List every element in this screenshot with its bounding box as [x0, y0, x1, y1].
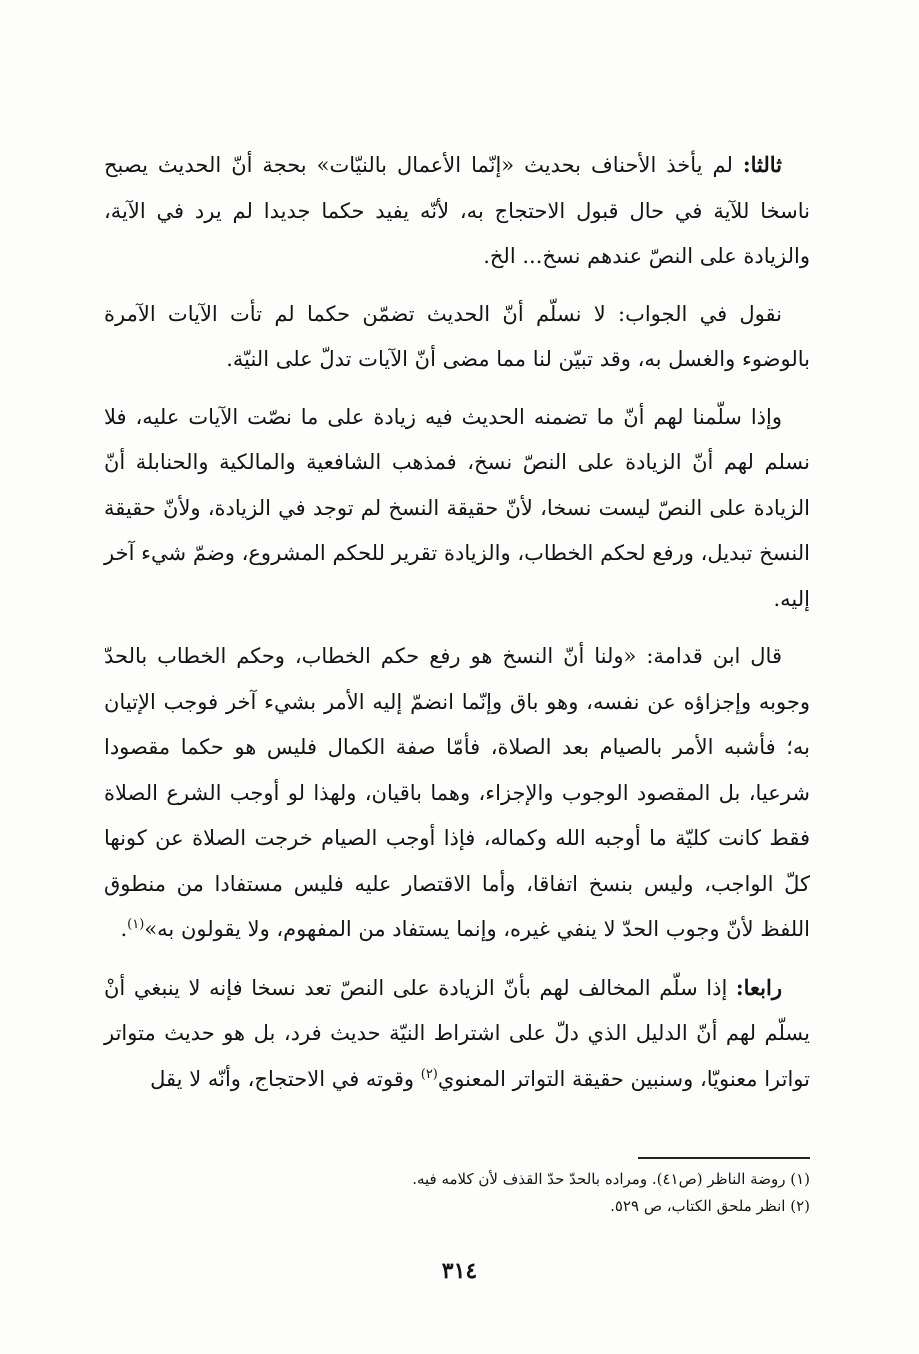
paragraph-tail: وقوته في الاحتجاج، وأنّه لا يقل	[150, 1066, 421, 1091]
paragraph-lead: رابعا:	[735, 974, 782, 1000]
paragraph-text: قال ابن قدامة: «ولنا أنّ النسخ هو رفع حكم الخطاب، وحكم الخطاب بالحدّ وجوبه وإجزاؤه عن نفسه، وهو باق وإنّما انضمّ إليه الأمر بشيء آخر فوجب الإتيان به؛ فأشبه الأمر بالصيام بعد الصلاة، فأمّا صفة الكمال فليس هو حكما مقصودا شرعيا، بل المقصود الوجوب والإجزاء، وهما باقيان، ولهذا لو أوجب الشرع الصلاة فقط كانت كليّة ما أوجبه الله وكماله، فإذا أوجب الصيام خرجت الصلاة عن كونها كلّ الواجب، وليس بنسخ اتفاقا، وأما الاقتصار عليه فليس مستفادا من منطوق اللفظ لأنّ وجوب الحدّ لا ينفي غيره، وإنما يستفاد من المفهوم، ولا يقولون به»	[104, 644, 810, 941]
footnote-ref: (١)	[127, 917, 145, 932]
paragraph-rabian	[104, 965, 810, 1103]
page-number: ٣١٤	[441, 1258, 478, 1284]
body-text	[104, 142, 810, 1114]
paragraph-text: لم يأخذ الأحناف بحديث «إنّما الأعمال بالنيّات» بحجة أنّ الحديث يصبح ناسخا للآية في حال قبول الاحتجاج به، لأنّه يفيد حكما جديدا لم يرد في الآية، والزيادة على النصّ عندهم نسخ... الخ.	[104, 153, 810, 268]
paragraph-text: وإذا سلّمنا لهم أنّ ما تضمنه الحديث فيه زيادة على ما نصّت الآيات عليه، فلا نسلم لهم أنّ الزيادة على النصّ نسخ، فمذهب الشافعية والمالكية والحنابلة أنّ الزيادة على النصّ ليست نسخا، لأنّ حقيقة النسخ لم توجد في الزيادة، ولأنّ حقيقة النسخ تبديل، ورفع لحكم الخطاب، والزيادة تقرير للحكم المشروع، وضمّ شيء آخر إليه.	[104, 404, 810, 611]
footnote-ref: (٢)	[420, 1066, 438, 1082]
paragraph-tail: .	[120, 917, 128, 941]
paragraph-text: نقول في الجواب: لا نسلّم أنّ الحديث تضمّن حكما لم تأت الآيات الآمرة بالوضوء والغسل به، وقد تبيّن لنا مما مضى أنّ الآيات تدلّ على النيّة.	[104, 301, 810, 371]
paragraph-text: إذا سلّم المخالف لهم بأنّ الزيادة على النصّ تعد نسخا فإنه لا ينبغي أنْ يسلّم لهم أنّ الدليل الذي دلّ على اشتراط النيّة حديث فرد، بل هو حديث متواتر تواترا معنويّا، وسنبين حقيقة التواتر المعنوي	[104, 975, 810, 1091]
footnote-2: (٢) انظر ملحق الكتاب، ص ٥٢٩.	[610, 1197, 810, 1215]
paragraph-answer	[104, 292, 810, 383]
paragraph-thalithan	[104, 142, 810, 280]
footnote-1: (١) روضة الناظر (ص٤١). ومراده بالحدّ حدّ القذف لأن كلامه فيه.	[412, 1170, 810, 1188]
paragraph-ibn-qudama	[104, 634, 810, 953]
footnotes	[104, 1166, 810, 1220]
paragraph-lead: ثالثا:	[742, 152, 782, 177]
footnote-divider	[638, 1157, 810, 1159]
paragraph-concession	[104, 395, 810, 623]
